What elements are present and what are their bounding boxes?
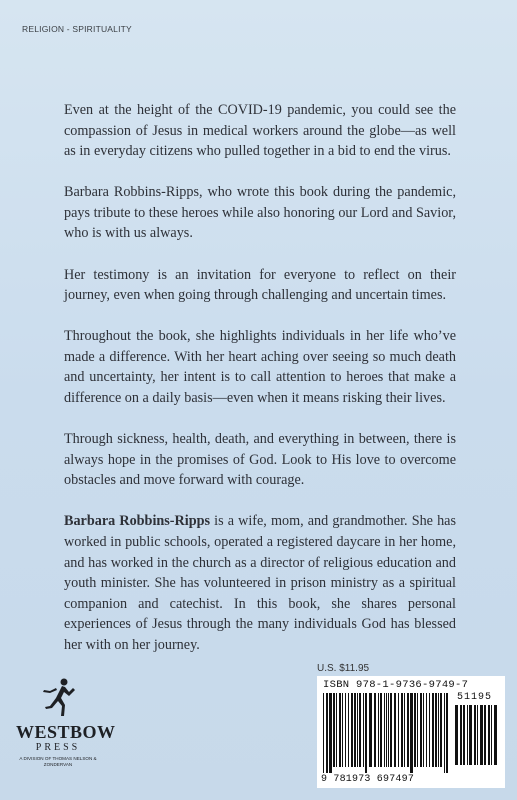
barcode-stripe: [363, 693, 364, 767]
barcode-stripe: [378, 693, 379, 767]
barcode-stripe: [394, 693, 396, 767]
barcode-stripe: [365, 693, 367, 773]
barcode-stripe: [455, 705, 458, 765]
barcode-stripe: [474, 705, 476, 765]
publisher-logo: [16, 676, 116, 776]
barcode-stripe: [386, 693, 387, 767]
publisher-press: PRESS: [35, 742, 81, 753]
blurb-paragraph-5: Through sickness, health, death, and everything in between, there is always hope in the promises of God. Look to His love to overcome obstacles and move forward with courage.: [64, 431, 456, 489]
barcode-stripe: [351, 693, 353, 767]
barcode-stripe: [410, 693, 413, 773]
barcode-stripe: [359, 693, 361, 767]
barcode-stripe: [374, 693, 376, 767]
blurb-paragraph-3: Her testimony is an invitation for everyone to reflect on their journey, even when going through challenging and uncertain times.: [64, 266, 456, 304]
publisher-division: A DIVISION OF THOMAS NELSON & ZONDERVAN: [19, 756, 97, 767]
barcode-stripe: [384, 693, 385, 767]
barcode-stripe: [467, 705, 468, 765]
blurb: [64, 100, 456, 656]
barcode-stripe: [463, 705, 465, 765]
addon-barcode-bars: [455, 705, 501, 771]
barcode-stripe: [446, 693, 448, 773]
isbn-text: ISBN 978-1-9736-9749-7: [323, 679, 469, 691]
barcode-stripe: [414, 693, 416, 767]
barcode-stripe: [345, 693, 346, 767]
author-bio-text: is a wife, mom, and grandmother. She has worked in public schools, operated a registered daycare in her home, and has worked in the church as a director of religious education and youth minister. She has volunteered in prison ministry as a spiritual companion and catechist. In this book, she shares personal experiences of Jesus through the many individuals God has blessed her with on her journey.: [64, 513, 456, 653]
barcode-stripe: [438, 693, 439, 767]
barcode-stripe: [435, 693, 437, 767]
barcode-stripe: [336, 693, 337, 767]
barcode-stripe: [417, 693, 418, 767]
barcode-stripe: [339, 693, 341, 767]
barcode-stripe: [329, 693, 332, 773]
barcode-stripe: [388, 693, 389, 767]
barcode-stripe: [348, 693, 349, 767]
ean-digits: 9 781973 697497: [321, 774, 415, 785]
barcode-stripe: [480, 705, 483, 765]
ean-barcode-bars: [323, 693, 451, 773]
publisher-name: WESTBOW: [16, 722, 116, 742]
barcode-stripe: [494, 705, 497, 765]
barcode-stripe: [477, 705, 478, 765]
barcode-stripe: [444, 693, 445, 773]
barcode-stripe: [342, 693, 343, 767]
barcode-stripe: [404, 693, 405, 767]
barcode-stripe: [390, 693, 392, 767]
category-label: RELIGION - SPIRITUALITY: [22, 24, 132, 34]
barcode-stripe: [440, 693, 442, 767]
barcode-stripe: [369, 693, 372, 767]
barcode-stripe: [326, 693, 328, 773]
barcode: [317, 676, 505, 788]
barcode-stripe: [460, 705, 462, 765]
author-bio: [64, 511, 456, 655]
author-name: Barbara Robbins-Ripps: [64, 513, 211, 530]
barcode-stripe: [432, 693, 434, 767]
barcode-stripe: [357, 693, 358, 767]
addon-code: 51195: [457, 692, 493, 703]
barcode-stripe: [407, 693, 409, 767]
barcode-stripe: [398, 693, 399, 767]
barcode-stripe: [491, 705, 492, 765]
price-label: U.S. $11.95: [317, 663, 370, 674]
runner-figure-icon: [42, 676, 76, 720]
barcode-stripe: [354, 693, 356, 767]
barcode-stripe: [484, 705, 486, 765]
barcode-stripe: [323, 693, 324, 773]
barcode-stripe: [488, 705, 490, 765]
barcode-stripe: [429, 693, 430, 767]
barcode-stripe: [380, 693, 382, 767]
barcode-stripe: [333, 693, 335, 767]
barcode-stripe: [469, 705, 472, 765]
blurb-paragraph-2: Barbara Robbins-Ripps, who wrote this book during the pandemic, pays tribute to these heroes while also honoring our Lord and Savior, who is with us always.: [64, 184, 456, 242]
blurb-paragraph-4: Throughout the book, she highlights individuals in her life who’ve made a difference. With her heart aching over seeing so much death and uncertainty, her intent is to call attention to heroes that make a difference on a daily basis—even when it means risking their lives.: [64, 328, 456, 407]
blurb-paragraph-1: Even at the height of the COVID-19 pandemic, you could see the compassion of Jesus in medical workers around the globe—as well as in everyday citizens who pulled together in a bid to end the virus.: [64, 102, 456, 160]
barcode-stripe: [426, 693, 427, 767]
barcode-stripe: [401, 693, 403, 767]
barcode-stripe: [420, 693, 422, 767]
barcode-stripe: [423, 693, 424, 767]
